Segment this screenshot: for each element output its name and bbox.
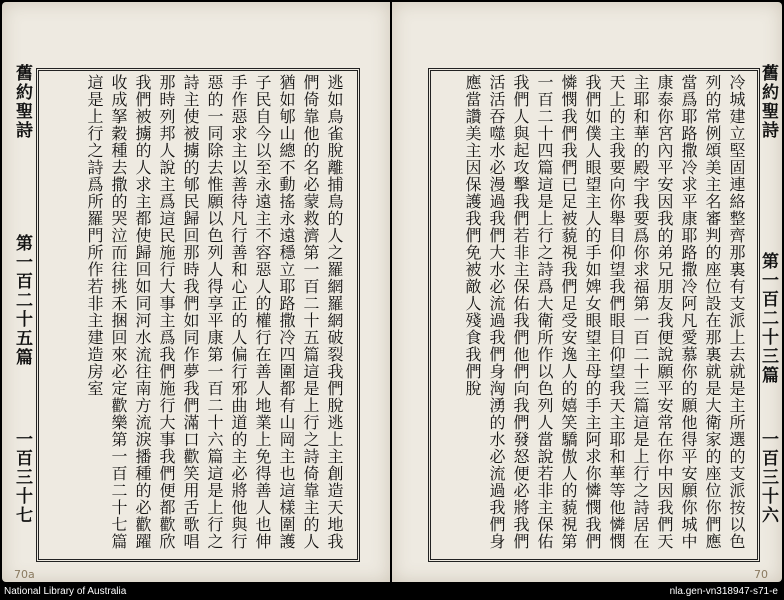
chapter-label: 第一百二十三篇 bbox=[758, 252, 778, 385]
corner-mark: 70 bbox=[754, 568, 768, 581]
page-body-text: 逃如鳥雀脫離捕鳥的人之羅網羅網破裂我們脫逃上主創造天地我們倚靠他的名必蒙救濟第一百二十五篇這是上行之詩倚靠主的人猶如郇山總不動搖永遠穩立耶路撒冷四圍都有山岡主也這樣圍護子民自今以至永遠主不容惡人的權行在善人地業上免得善人也伸手作惡求主以善待凡行善和心正的人偏行邪曲道的主必將他與行惡的一同除去惟願以色列人得享平康第一百二十六篇這是上行之詩主使被擄的郇民歸回那時我們如同作夢我們滿口歡笑用舌歌唱那時列邦人說主爲這民施行大事主爲我們施行大事我們便都歡欣我們被擄的人求主都使歸回如同河水流往南方流淚播種的必歡躍收成拏穀種去撒的哭泣而往挑禾捆回來必定歡樂第一百二十七篇這是上行之詩爲所羅門所作若非主建造房室 bbox=[85, 74, 344, 550]
footer-credit: National Library of Australia bbox=[4, 586, 127, 597]
footer-bar bbox=[0, 585, 784, 600]
right-page bbox=[392, 2, 782, 582]
book-title: 舊約聖詩 bbox=[12, 64, 32, 140]
left-page bbox=[2, 2, 390, 582]
page-number: 一百三十七 bbox=[12, 430, 32, 525]
page-number: 一百三十六 bbox=[758, 430, 778, 525]
corner-mark: 70a bbox=[14, 568, 35, 581]
book-title: 舊約聖詩 bbox=[758, 64, 778, 140]
chapter-label: 第一百二十五篇 bbox=[12, 234, 32, 367]
footer-identifier: nla.gen-vn318947-s71-e bbox=[669, 586, 778, 597]
page-body-text: 冷城建立堅固連絡整齊那裏有支派上去就是主所選的支派按以色列的常例頌美主名審判的座位設在那裏就是大衛家的座位你們應當爲耶路撒冷求平康耶路撒冷阿凡愛慕你的願他得平安願你城中康泰你宮內平安因我的弟兄朋友我便說願平安常在你中因我們天主耶和華的殿宇我要爲你求福第一百二十三篇這是上行之詩居在天上的主我要向你舉目仰望我們眼目仰望我天主耶和華等他憐憫我們如僕人眼望主人的手如婢女眼望主母的手主阿求你憐憫我們憐憫我們我們已足被藐視我們足受安逸人的嬉笑驕傲人的藐視第一百二十四篇這是上行之詩爲大衛所作以色列人當說若非主保佑我們人與起攻擊我們若非主保佑我們他們向我們發怒便必將我們活活吞噬水必漫過我們大水必流過我們身洶湧的水必流過我們身應當讚美主因保護我們免被敵人殘食我們脫 bbox=[463, 74, 746, 550]
